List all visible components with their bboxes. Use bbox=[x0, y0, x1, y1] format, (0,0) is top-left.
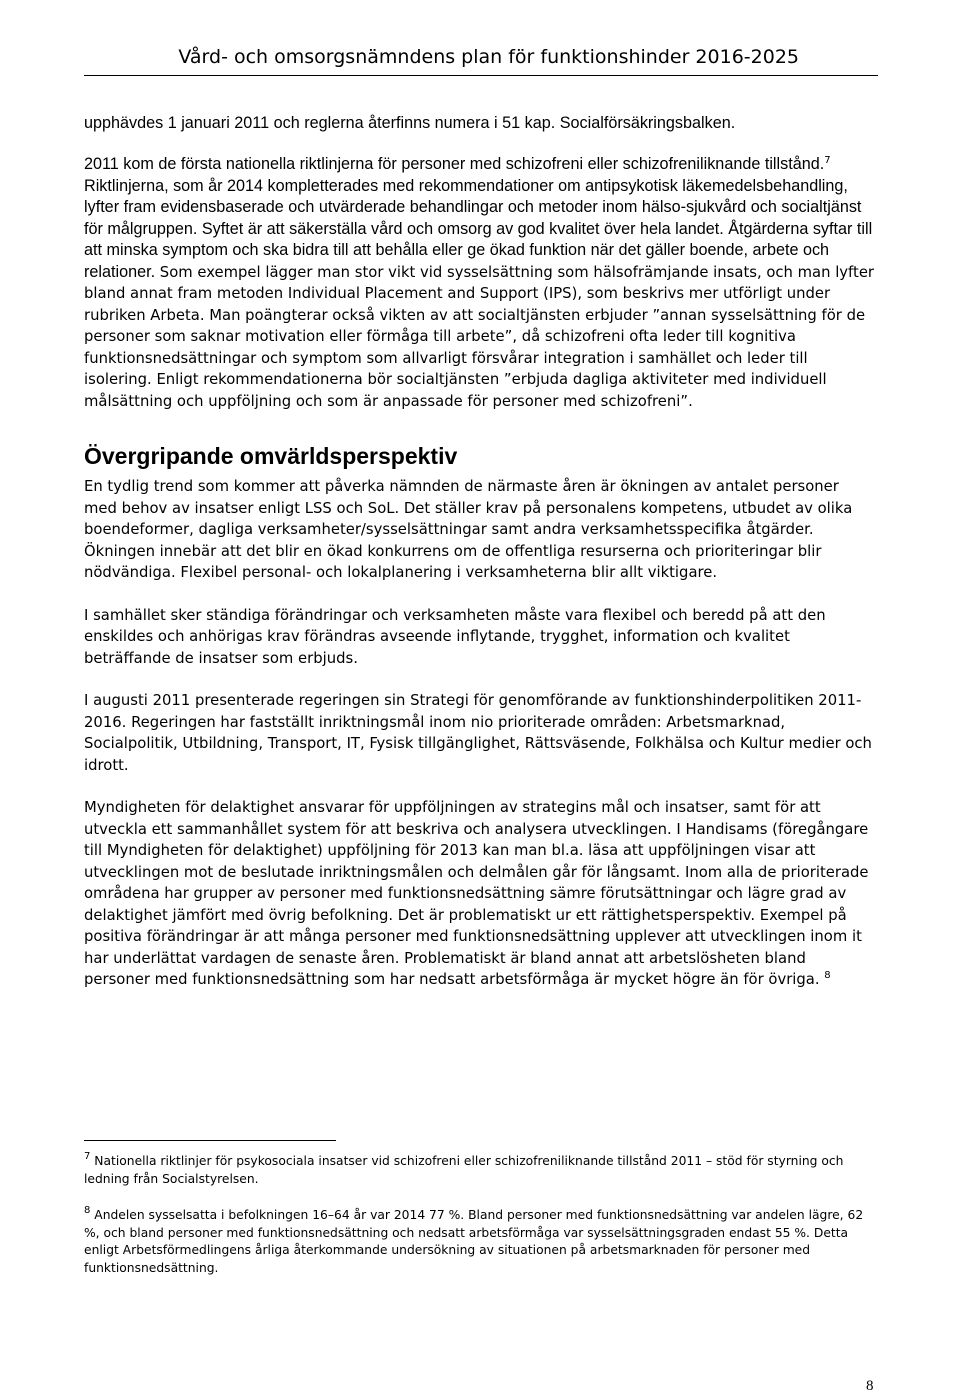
spacer bbox=[84, 584, 874, 605]
paragraph-riktlinjer bbox=[84, 154, 874, 412]
paragraph-trend: En tydlig trend som kommer att påverka nämnden de närmaste åren är ökningen av antalet personer med behov av insatser enligt LSS och SoL. Det ställer krav på personalens kompetens, utbudet av olika boendeformer, dagliga verksamheter/sysselsättningar samt andra verksamhetsspecifika åtgärder. Ökningen innebär att det blir en ökad konkurrens om de offentliga resurserna och prioriteringar blir nödvändiga. Flexibel personal- och lokalplanering i verksamheterna blir allt viktigare. bbox=[84, 478, 853, 581]
footnotes bbox=[84, 1153, 874, 1277]
footnote-7-number: 7 bbox=[84, 1151, 91, 1162]
paragraph-riktlinjer-intro: 2011 kom de första nationella riktlinjerna för personer med schizofreni eller schizofreniliknande tillstånd. bbox=[84, 155, 825, 173]
footnote-7-text: Nationella riktlinjer för psykosociala insatser vid schizofreni eller schizofreniliknande tillstånd 2011 – stöd för styrning och ledning från Socialstyrelsen. bbox=[84, 1154, 844, 1186]
footnote-8-number: 8 bbox=[84, 1205, 91, 1216]
footnote-8 bbox=[84, 1207, 874, 1277]
paragraph-socialforsakring: upphävdes 1 januari 2011 och reglerna återfinns numera i 51 kap. Socialförsäkringsbalken. bbox=[84, 114, 736, 132]
page-number: 8 bbox=[866, 1378, 874, 1394]
paragraph-myndigheten bbox=[84, 797, 874, 991]
spacer bbox=[84, 134, 874, 154]
spacer bbox=[84, 669, 874, 690]
main-content bbox=[84, 113, 874, 991]
footnote-ref-8: 8 bbox=[824, 970, 831, 981]
paragraph-samhallet: I samhället sker ständiga förändringar och verksamheten måste vara flexibel och beredd på att den enskildes och anhörigas krav förändras avseende inflytande, trygghet, information och kvalitet beträffande de insatser som erbjuds. bbox=[84, 606, 826, 667]
footnote-7 bbox=[84, 1153, 874, 1188]
page-header-title: Vård- och omsorgsnämndens plan för funktionshinder 2016-2025 bbox=[178, 46, 799, 68]
footnote-8-text: Andelen sysselsatta i befolkningen 16–64 år var 2014 77 %. Bland personer med funktionsnedsättning var andelen lägre, 62 %, och bland personer med funktionsnedsättning och nedsatt arbetsförmåga var sysselsättningsgraden endast 55 %. Detta enligt Arbetsförmedlingens årliga återkommande undersökning av situationen på arbetsmarknaden för personer med funktionsnedsättning. bbox=[84, 1208, 864, 1275]
section-heading: Övergripande omvärldsperspektiv bbox=[84, 443, 458, 469]
footnote-ref-7: 7 bbox=[824, 155, 831, 166]
paragraph-riktlinjer-body: Riktlinjerna, som år 2014 kompletterades med rekommendationer om antipsykotisk läkemedelsbehandling, lyfter fram evidensbaserade och utvärderade behandlingar och metoder inom hälso-sjukvård och socialtjänst för målgruppen. Syftet är att säkerställa vård och omsorg av god kvalitet över hela landet. Åtgärderna syftar till att minska symptom och ska bidra till att behålla eller ge ökad funktion när det gäller boende, arbete och relationer. bbox=[84, 176, 873, 281]
paragraph-riktlinjer-rest: Som exempel lägger man stor vikt vid sysselsättning som hälsofrämjande insats, och man lyfter bland annat fram metoden Individual Placement and Support (IPS), som beskrivs mer utförligt under rubriken Arbeta. Man poängterar också vikten av att socialtjänsten erbjuder ”annan sysselsättning för de personer som saknar motivation eller förmåga till arbete”, då schizofreni ofta leder till kognitiva funktionsnedsättningar och symptom som allvarligt försvårar integration i samhället och leder till isolering. Enligt rekommendationerna bör socialtjänsten ”erbjuda dagliga aktiviteter med individuell målsättning och uppföljning och som är anpassade för personer med schizofreni”. bbox=[84, 263, 874, 410]
header-divider bbox=[84, 75, 878, 76]
footnote-divider bbox=[84, 1140, 336, 1141]
spacer bbox=[84, 776, 874, 797]
paragraph-strategi: I augusti 2011 presenterade regeringen sin Strategi för genomförande av funktionshinderpolitiken 2011-2016. Regeringen har fastställt inriktningsmål inom nio prioriterade områden: Arbetsmarknad, Socialpolitik, Utbildning, Transport, IT, Fysisk tillgänglighet, Rättsväsende, Folkhälsa och Kultur medier och idrott. bbox=[84, 692, 872, 774]
paragraph-myndigheten-text: Myndigheten för delaktighet ansvarar för uppföljningen av strategins mål och insatser, samt för att utveckla ett sammanhållet system för att beskriva och analysera utvecklingen. I Handisams (föregångare till Myndigheten för delaktighet) uppföljning för 2013 kan man bl.a. läsa att uppföljningen visar att utvecklingen mot de beslutade inriktningsmålen och delmålen går för långsamt. Inom alla de prioriterade områdena har grupper av personer med funktionsnedsättning sämre förutsättningar och lägre grad av delaktighet jämfört med övrig befolkning. Det är problematiskt ur ett rättighetsperspektiv. Exempel på positiva förändringar är att många personer med funktionsnedsättning upplever att utvecklingen inom it har underlättat vardagen de senaste åren. Problematiskt är bland annat att arbetslösheten bland personer med funktionsnedsättning som har nedsatt arbetsförmåga är mycket högre än för övriga. bbox=[84, 799, 869, 988]
